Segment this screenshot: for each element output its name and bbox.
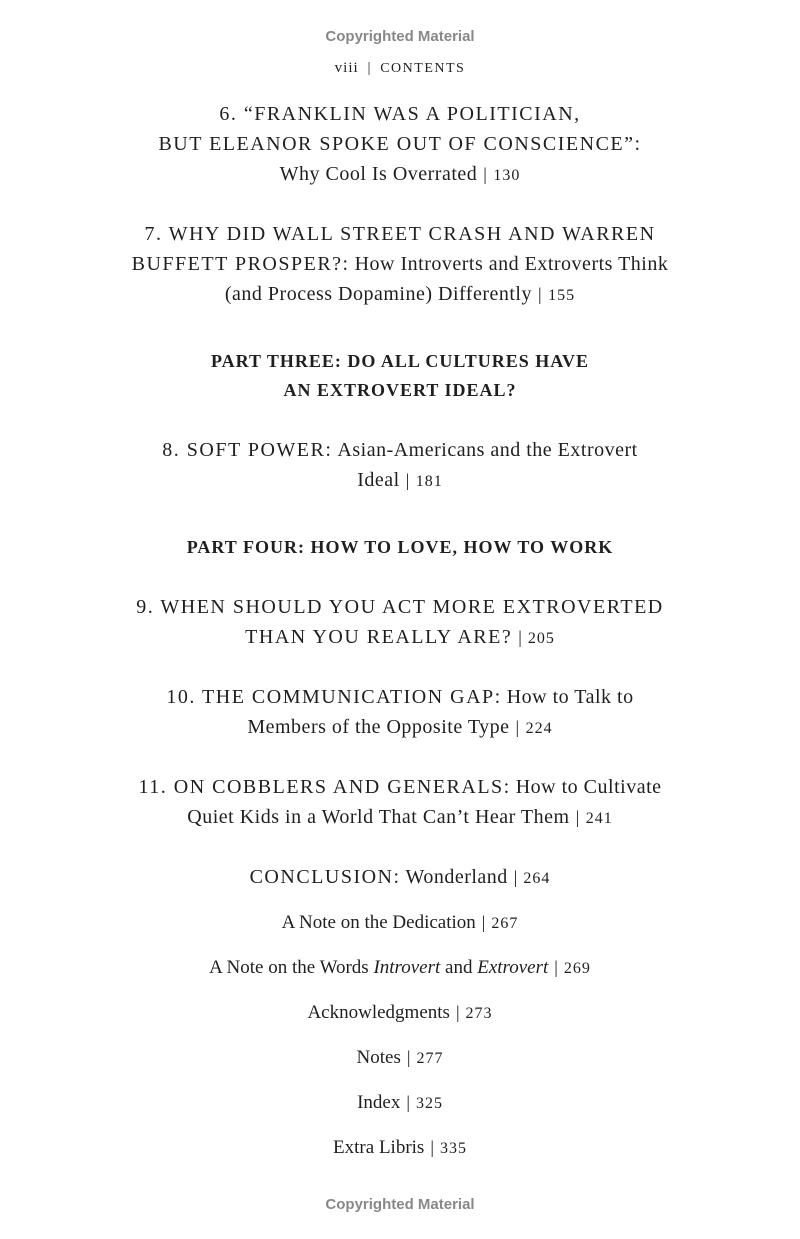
entry-line: [0, 622, 800, 654]
page-number: 277: [416, 1050, 444, 1067]
page-separator: |: [406, 1047, 411, 1067]
page-separator: |: [518, 627, 522, 647]
entry-line: [0, 802, 800, 834]
entry-subtitle: Quiet Kids in a World That Can’t Hear Them: [187, 806, 570, 828]
toc-dedication: [0, 909, 800, 937]
page-number: 205: [527, 630, 555, 647]
toc-entry-10: [0, 682, 800, 744]
entry-title: Notes: [356, 1047, 401, 1068]
entry-subtitle: Members of the Opposite Type: [247, 716, 510, 738]
page-separator: |: [575, 807, 580, 827]
page-number: 325: [415, 1095, 443, 1112]
toc-entry-9: [0, 592, 800, 654]
copyright-watermark-bottom: Copyrighted Material: [325, 1196, 475, 1213]
part-three-heading: [0, 347, 800, 405]
page-number: 267: [491, 915, 519, 932]
entry-title-italic: Extrovert: [477, 957, 549, 978]
entry-line: 6. “FRANKLIN WAS A POLITICIAN,: [219, 103, 581, 125]
entry-line: 7. WHY DID WALL STREET CRASH AND WARREN: [144, 223, 656, 245]
page-separator: |: [483, 164, 488, 184]
part-heading-line: AN EXTROVERT IDEAL?: [283, 380, 517, 400]
page-separator: |: [455, 1002, 460, 1022]
entry-line: BUT ELEANOR SPOKE OUT OF CONSCIENCE”:: [158, 133, 642, 155]
entry-title-caps: 10. THE COMMUNICATION GAP:: [166, 686, 502, 708]
page-number: 155: [548, 287, 576, 304]
running-head-separator: |: [367, 60, 372, 76]
entry-title: A Note on the Dedication: [281, 912, 476, 933]
entry-subtitle: How Introverts and Extroverts Think: [354, 253, 669, 275]
entry-title-caps: 11. ON COBBLERS AND GENERALS:: [138, 776, 511, 798]
entry-line: [0, 159, 800, 191]
entry-title-caps: THAN YOU REALLY ARE?: [245, 626, 513, 648]
entry-subtitle: Why Cool Is Overrated: [279, 163, 478, 185]
toc-entry-8: [0, 435, 800, 497]
page-number: 269: [563, 960, 591, 977]
page-separator: |: [554, 957, 558, 977]
entry-title: Extra Libris: [333, 1137, 425, 1158]
page-number: 273: [465, 1005, 493, 1022]
page-number: 241: [585, 810, 613, 827]
part-heading-line: PART FOUR: HOW TO LOVE, HOW TO WORK: [186, 537, 614, 557]
page-separator: |: [538, 284, 543, 304]
entry-title-caps: 8. SOFT POWER:: [162, 439, 333, 461]
entry-title: Acknowledgments: [307, 1002, 450, 1023]
entry-line: [0, 712, 800, 744]
page-separator: |: [430, 1137, 434, 1157]
page-separator: |: [515, 717, 520, 737]
entry-subtitle: Ideal: [357, 469, 400, 491]
part-heading-line: PART THREE: DO ALL CULTURES HAVE: [211, 351, 589, 371]
entry-line: [0, 279, 800, 311]
toc-notes: [0, 1044, 800, 1072]
toc-entry-6: [0, 99, 800, 191]
page-number: 130: [493, 167, 521, 184]
toc-note-on-words: [0, 954, 800, 982]
entry-title: Index: [357, 1092, 401, 1113]
page-number: 224: [525, 720, 553, 737]
folio: viii: [334, 60, 359, 76]
entry-title-caps: CONCLUSION:: [249, 866, 401, 888]
entry-subtitle: Asian-Americans and the Extrovert: [337, 439, 638, 461]
entry-subtitle: Wonderland: [405, 866, 508, 888]
page-number: 181: [415, 473, 443, 490]
toc-extra-libris: [0, 1134, 800, 1162]
entry-line: 9. WHEN SHOULD YOU ACT MORE EXTROVERTED: [136, 596, 664, 618]
entry-line: [0, 249, 800, 279]
entry-line: [0, 682, 800, 712]
running-head-title: CONTENTS: [380, 61, 466, 76]
page-separator: |: [481, 912, 486, 932]
toc-index: [0, 1089, 800, 1117]
toc-entry-11: [0, 772, 800, 834]
running-head: [0, 60, 800, 77]
page-separator: |: [406, 1092, 410, 1112]
entry-title: A Note on the Words: [209, 957, 369, 978]
entry-line: [0, 465, 800, 497]
entry-title-italic: Introvert: [373, 957, 441, 978]
entry-line: [0, 435, 800, 465]
page-separator: |: [513, 867, 518, 887]
entry-subtitle: (and Process Dopamine) Differently: [224, 283, 532, 305]
page-separator: |: [405, 470, 410, 490]
entry-subtitle: How to Talk to: [506, 686, 634, 708]
toc-conclusion: [0, 862, 800, 894]
entry-subtitle: How to Cultivate: [515, 776, 662, 798]
copyright-watermark-top: Copyrighted Material: [325, 28, 475, 45]
entry-title: and: [445, 957, 473, 978]
toc-entry-7: [0, 219, 800, 311]
entry-line: [0, 772, 800, 802]
toc-acknowledgments: [0, 999, 800, 1027]
entry-title-caps: BUFFETT PROSPER?:: [131, 253, 350, 275]
page-number: 264: [523, 870, 551, 887]
page-number: 335: [439, 1140, 467, 1157]
part-four-heading: [0, 533, 800, 562]
